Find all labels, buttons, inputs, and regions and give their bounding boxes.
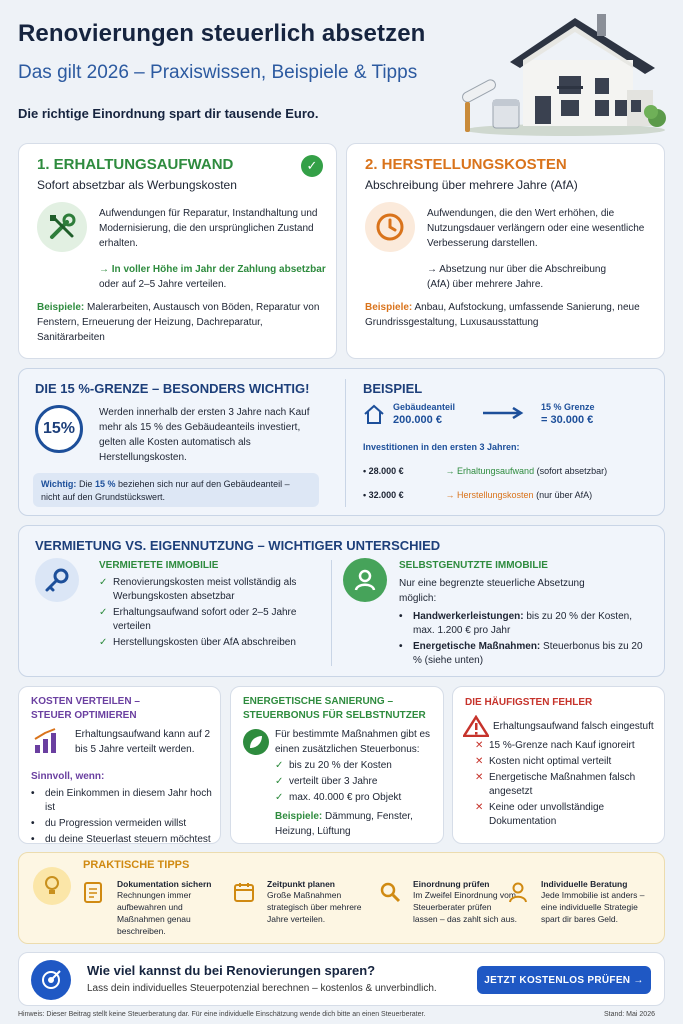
tipp-text: Rechnungen immer aufbewahren und Maßnahmen genau beschreiben.	[117, 890, 192, 936]
kosten-card	[18, 686, 221, 844]
selbstgenutzt-item: • Handwerkerleistungen: bis zu 20 % der Kosten, max. 1.200 € pro Jahr	[399, 611, 632, 636]
grenze-title: DIE 15 %-GRENZE – BESONDERS WICHTIG!	[35, 381, 310, 396]
beispiel-row-1	[363, 465, 653, 478]
kosten-text: Erhaltungsaufwand kann auf 2 bis 5 Jahre verteilt werden.	[75, 729, 211, 755]
kosten-item: • du Progression vermeiden willst	[31, 818, 187, 829]
kosten-sinnvoll: Sinnvoll, wenn:	[31, 771, 105, 782]
beispiel-amount-1: • 28.000 €	[363, 466, 404, 476]
energie-item: ✓ verteilt über 3 Jahre	[275, 776, 378, 787]
grenze-note-pct: 15 %	[94, 479, 116, 489]
energie-item: ✓ bis zu 20 % der Kosten	[275, 760, 392, 771]
page-title: Renovierungen steuerlich absetzen	[18, 20, 426, 47]
fehler-list	[475, 739, 663, 831]
fehler-item-0: Erhaltungsaufwand falsch eingestuft	[493, 721, 654, 732]
vermietung-title: VERMIETUNG VS. EIGENNUTZUNG – WICHTIGER UNTERSCHIED	[35, 538, 441, 553]
tipp-title: Individuelle Beratung	[541, 879, 628, 889]
calendar-icon	[233, 881, 255, 903]
person-icon	[507, 881, 529, 903]
beispiel-result-1: → Erhaltungsaufwand	[445, 466, 535, 476]
gebaeude-label: Gebäudeanteil	[393, 402, 456, 412]
tipp-text: Im Zweifel Einordnung vom Steuerberater prüfen lassen – das zahlt sich aus.	[413, 890, 517, 924]
herstellungskosten-card	[346, 143, 665, 359]
leaf-icon	[243, 729, 269, 755]
herstellung-examples	[365, 300, 655, 330]
herstellung-title: 2. HERSTELLUNGSKOSTEN	[365, 156, 567, 173]
herstellung-examples-label: Beispiele:	[365, 302, 413, 313]
arrow-right-icon	[483, 407, 527, 419]
erhaltung-subtitle: Sofort absetzbar als Werbungskosten	[37, 178, 237, 192]
beispiel-note-1: (sofort absetzbar)	[536, 466, 608, 476]
erhaltung-examples-text: Malerarbeiten, Austausch von Böden, Reparatur von Fenstern, Erneuerung der Heizung, Dachreparatur, Sanitärarbeiten	[37, 302, 320, 343]
cta-title: Wie viel kannst du bei Renovierungen sparen?	[87, 963, 376, 978]
grenze-example-value: = 30.000 €	[541, 414, 594, 426]
fehler-item: ✕ Energetische Maßnahmen falsch angesetzt	[475, 772, 636, 797]
fehler-card	[452, 686, 665, 844]
kosten-item: • du deine Steuerlast steuern möchtest	[31, 834, 211, 845]
grenze-note-post: beziehen sich nur auf den Gebäudeanteil – nicht auf den Grundstückswert.	[41, 479, 290, 502]
fehler-title: DIE HÄUFIGSTEN FEHLER	[465, 697, 593, 708]
cta-text: Lass dein individuelles Steuerpotenzial berechnen – kostenlos & unverbindlich.	[87, 983, 437, 994]
vermietet-title: VERMIETETE IMMOBILIE	[99, 560, 219, 571]
beispiel-title: BEISPIEL	[363, 381, 423, 396]
fehler-item: ✕ Keine oder unvollständige Dokumentation	[475, 802, 605, 827]
document-icon	[83, 881, 103, 903]
energie-item: ✓ max. 40.000 € pro Objekt	[275, 792, 402, 803]
grenze-section	[18, 368, 665, 516]
cta-check-button[interactable]: JETZT KOSTENLOS PRÜFEN →	[477, 966, 651, 994]
tipp-text: Jede Immobilie ist anders – eine individuelle Strategie spart dir bares Geld.	[541, 890, 645, 924]
fehler-item: ✕ Kosten nicht optimal verteilt	[475, 756, 612, 767]
chart-growth-icon	[33, 727, 61, 755]
erhaltung-examples	[37, 300, 327, 345]
tipps-title: PRAKTISCHE TIPPS	[83, 859, 190, 871]
section-divider	[331, 560, 332, 666]
erhaltung-description: Aufwendungen für Reparatur, Instandhaltung und Modernisierung, die den ursprünglichen Zustand erhalten.	[99, 208, 318, 249]
kosten-item: • dein Einkommen in diesem Jahr hoch ist	[31, 788, 212, 813]
tipp-title: Dokumentation sichern	[117, 879, 212, 889]
beispiel-result-2: → Herstellungskosten	[445, 490, 534, 500]
tipps-section	[18, 852, 665, 944]
tipp-title: Einordnung prüfen	[413, 879, 490, 889]
footer-stand: Stand: Mai 2026	[604, 1011, 655, 1018]
grenze-note-label: Wichtig:	[41, 479, 77, 489]
grenze-note-pre: Die	[78, 479, 93, 489]
erhaltungsaufwand-card	[18, 143, 337, 359]
invest-label: Investitionen in den ersten 3 Jahren:	[363, 442, 520, 452]
grenze-text: Werden innerhalb der ersten 3 Jahre nach Kauf mehr als 15 % des Gebäudeanteils investiert, gelten alle Kosten automatisch als Herstellungskosten.	[99, 407, 310, 463]
energie-card	[230, 686, 444, 844]
grenze-example-label: 15 % Grenze	[541, 402, 595, 412]
vermietet-item: ✓ Herstellungskosten über AfA abschreiben	[99, 637, 296, 648]
gebaeude-block	[393, 401, 455, 427]
erhaltung-arrow-rest: oder auf 2–5 Jahre verteilen.	[99, 279, 227, 290]
herstellung-examples-text: Anbau, Aufstockung, umfassende Sanierung, neue Grundrissgestaltung, Luxusausstattung	[365, 302, 640, 328]
fehler-item: ✕ 15 %-Grenze nach Kauf ignoreirt	[475, 740, 635, 751]
tipp-title: Zeitpunkt planen	[267, 879, 335, 889]
house-illustration	[455, 8, 670, 136]
selbstgenutzt-item: • Energetische Maßnahmen: Steuerbonus bis zu 20 % (siehe unten)	[399, 641, 643, 666]
vermietung-section	[18, 525, 665, 677]
page-subtitle: Das gilt 2026 – Praxiswissen, Beispiele & Tipps	[18, 62, 418, 83]
selbstgenutzt-title: SELBSTGENUTZTE IMMOBILIE	[399, 560, 548, 571]
footer-disclaimer: Hinweis: Dieser Beitrag stellt keine Steuerberatung dar. Für eine individuelle Einschätzung wende dich bitte an einen Steuerberater.	[18, 1011, 426, 1018]
energie-text: Für bestimmte Maßnahmen gibt es einen zusätzlichen Steuerbonus:	[275, 729, 431, 755]
cta-section	[18, 952, 665, 1006]
herstellung-description: Aufwendungen, die den Wert erhöhen, die Nutzungsdauer verlängern oder eine wesentliche Verbesserung darstellen.	[427, 208, 645, 249]
warning-icon	[463, 715, 489, 737]
key-icon	[35, 558, 79, 602]
beispiel-row-2	[363, 489, 653, 502]
beispiel-note-2: (nur über AfA)	[536, 490, 593, 500]
selbstgenutzt-list	[399, 610, 649, 670]
erhaltung-title: 1. ERHALTUNGSAUFWAND	[37, 156, 234, 173]
lightbulb-icon	[33, 867, 71, 905]
grenze-note	[33, 473, 319, 507]
tipp-text: Große Maßnahmen strategisch über mehrere Jahre verteilen.	[267, 890, 362, 924]
selbstgenutzt-intro: Nur eine begrenzte steuerliche Absetzung möglich:	[399, 578, 585, 604]
percent-badge-icon: 15%	[35, 405, 83, 453]
user-icon	[343, 558, 387, 602]
vermietet-item: ✓ Renovierungskosten meist vollständig als Werbungskosten absetzbar	[99, 577, 297, 602]
vermietet-item: ✓ Erhaltungsaufwand sofort oder 2–5 Jahre verteilen	[99, 607, 297, 632]
gebaeude-value: 200.000 €	[393, 414, 442, 426]
page-intro: Die richtige Einordnung spart dir tausende Euro.	[18, 106, 319, 121]
house-icon	[363, 403, 385, 425]
beispiel-amount-2: • 32.000 €	[363, 490, 404, 500]
target-icon	[31, 960, 71, 1000]
erhaltung-examples-label: Beispiele:	[37, 302, 85, 313]
herstellung-arrow-text: → Absetzung nur über die Abschreibung (AfA) über mehrere Jahre.	[427, 264, 607, 290]
magnifier-icon	[379, 881, 401, 903]
energie-examples: Beispiele: Dämmung, Fenster, Heizung, Lüftung	[275, 811, 413, 837]
grenze-block	[541, 401, 595, 427]
herstellung-arrow-note	[427, 262, 627, 292]
herstellung-subtitle: Abschreibung über mehrere Jahre (AfA)	[365, 178, 578, 192]
kosten-list	[31, 787, 221, 849]
energie-list	[275, 759, 440, 807]
check-circle-icon: ✓	[301, 155, 323, 177]
section-divider	[345, 379, 346, 507]
erhaltung-arrow-note	[99, 262, 329, 292]
clock-icon	[365, 202, 415, 252]
energie-title: ENERGETISCHE SANIERUNG – STEUERBONUS FÜR SELBSTNUTZER	[243, 696, 426, 721]
vermietet-list	[99, 576, 319, 652]
tools-icon	[37, 202, 87, 252]
erhaltung-arrow-text: → In voller Höhe im Jahr der Zahlung absetzbar	[99, 264, 326, 275]
kosten-title: KOSTEN VERTEILEN – STEUER OPTIMIEREN	[31, 696, 140, 721]
